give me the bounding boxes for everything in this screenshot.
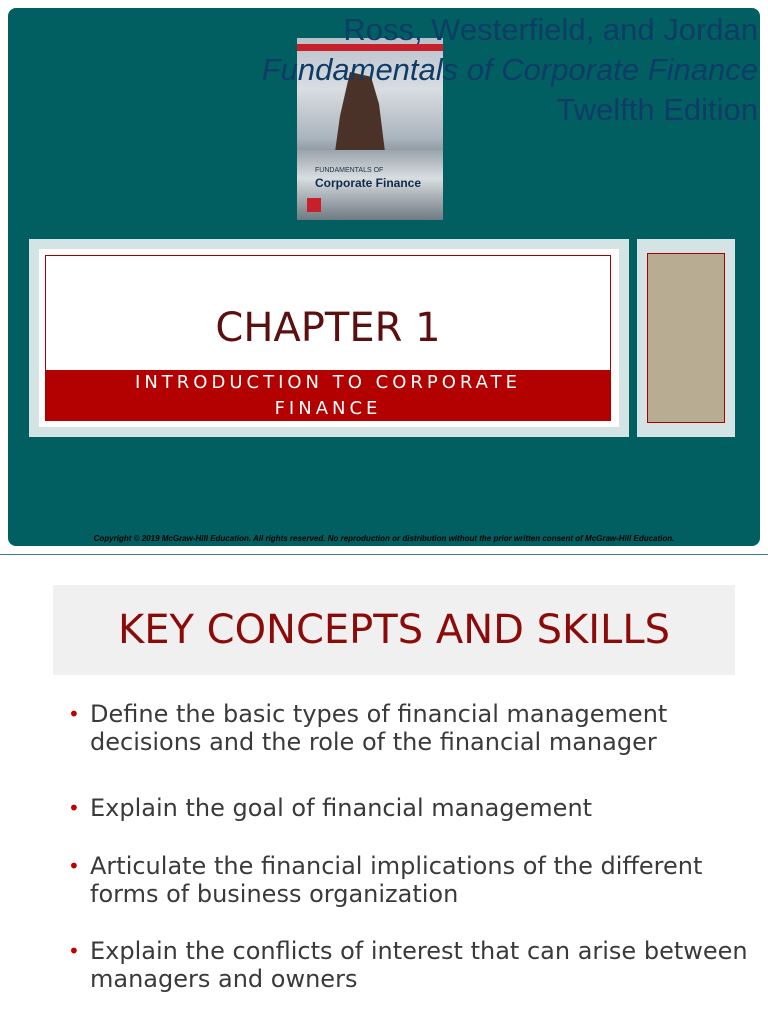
edition: Twelfth Edition xyxy=(556,92,758,127)
key-concepts-heading: KEY CONCEPTS AND SKILLS xyxy=(117,607,671,653)
chapter-card xyxy=(39,249,619,427)
chapter-title: CHAPTER 1 xyxy=(215,305,441,351)
list-item xyxy=(68,937,748,993)
list-item xyxy=(68,700,748,756)
bullet-text: Define the basic types of financial management decisions and the role of the financial manager xyxy=(90,700,668,756)
book-title-block xyxy=(262,10,758,130)
authors: Ross, Westerfield, and Jordan xyxy=(343,12,758,47)
chapter-box xyxy=(29,239,629,437)
book-title: Fundamentals of Corporate Finance xyxy=(261,52,758,87)
slide-divider xyxy=(0,554,768,555)
bullet-text: Articulate the financial implications of the different forms of business organization xyxy=(90,852,703,908)
bullet-text: Explain the goal of financial management xyxy=(90,794,593,822)
side-decoration-box xyxy=(637,239,735,437)
publisher-logo xyxy=(307,198,321,212)
bullet-icon: • xyxy=(68,854,80,878)
copyright-notice: Copyright © 2019 McGraw-Hill Education. All rights reserved. No reproduction or distribution without the prior written consent of McGraw-Hill Education. xyxy=(93,534,675,543)
cover-title: Corporate Finance xyxy=(315,176,422,190)
chapter-frame xyxy=(45,255,611,421)
cover-label: FUNDAMENTALS OF xyxy=(315,167,384,174)
list-item xyxy=(68,794,592,822)
bullet-icon: • xyxy=(68,702,80,726)
bullet-icon: • xyxy=(68,796,80,820)
chapter-subtitle-band xyxy=(46,370,610,421)
chapter-subtitle: INTRODUCTION TO CORPORATE FINANCE xyxy=(135,371,521,419)
list-item xyxy=(68,852,748,908)
key-concepts-heading-box xyxy=(53,585,735,675)
bullet-icon: • xyxy=(68,939,80,963)
side-decoration-panel xyxy=(647,253,725,423)
title-slide xyxy=(8,8,760,546)
bullet-text: Explain the conflicts of interest that can arise between managers and owners xyxy=(90,937,748,993)
